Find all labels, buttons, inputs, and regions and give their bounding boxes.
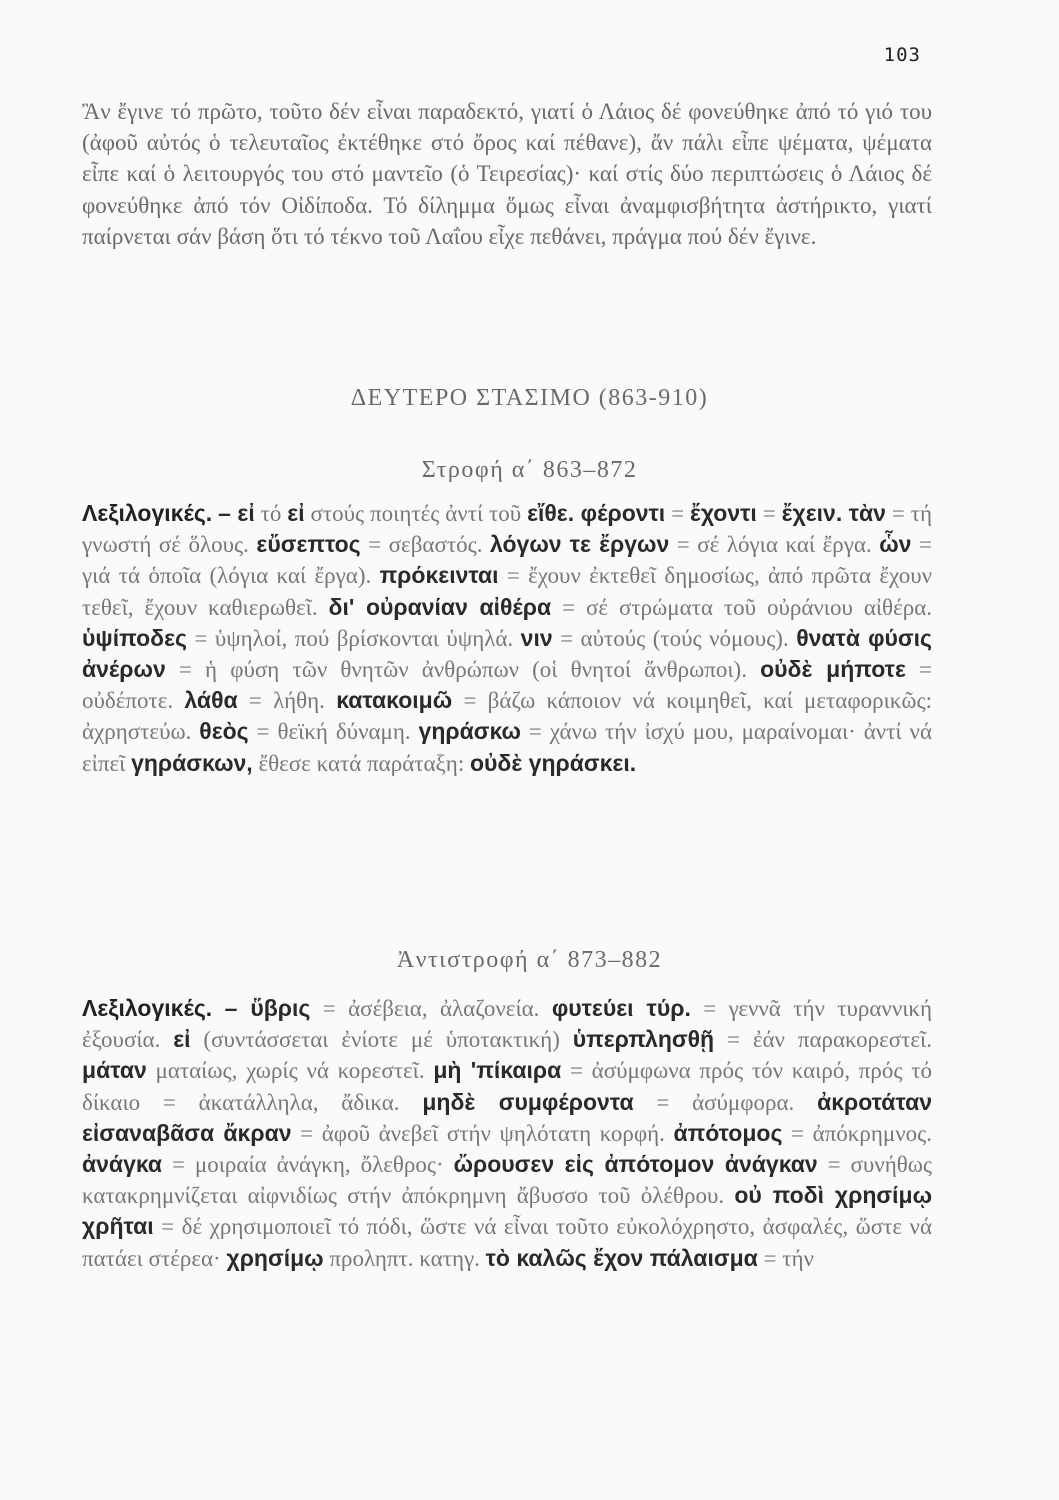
vocabulary-term: εἴθε. φέροντι bbox=[527, 500, 666, 526]
vocabulary-gloss: = ἐάν παρακορεστεῖ. bbox=[714, 1027, 932, 1053]
vocabulary-gloss: = σέ λόγια καί ἔργα. bbox=[669, 532, 880, 558]
vocabulary-label: Λεξιλογικές. bbox=[82, 995, 213, 1021]
vocabulary-term: τὸ καλῶς ἔχον πάλαισμα bbox=[485, 1244, 758, 1271]
vocabulary-gloss: = ἀσέβεια, ἀλαζονεία. bbox=[310, 996, 552, 1021]
vocabulary-gloss: = bbox=[665, 501, 690, 526]
vocabulary-gloss: = θεϊκή δύναμη. bbox=[248, 719, 419, 745]
vocabulary-term: εἰ bbox=[173, 1026, 191, 1053]
vocabulary-term: ὤρουσεν εἰς ἀπότομον ἀνάγκαν bbox=[453, 1151, 818, 1178]
vocabulary-term: νιν bbox=[520, 624, 553, 651]
vocabulary-gloss: = αὐτούς (τούς νόμους). bbox=[552, 625, 797, 651]
antistrophe-vocabulary-paragraph bbox=[82, 993, 932, 1274]
vocabulary-gloss: ματαίως, χωρίς νά κορεστεῖ. bbox=[146, 1058, 434, 1084]
vocabulary-term: – εἰ bbox=[218, 500, 255, 526]
vocabulary-gloss: = ἀσύμφωνα πρός τόν καιρό, πρός τό δίκαιο = ἀκατάλληλα, ἄδικα. bbox=[82, 1058, 932, 1115]
vocabulary-term: ἀνάγκα bbox=[82, 1151, 163, 1178]
vocabulary-gloss: τό bbox=[254, 501, 288, 526]
vocabulary-term: οὐδὲ μήποτε bbox=[760, 656, 906, 683]
section-heading: ΔΕΥΤΕΡΟ ΣΤΑΣΙΜΟ (863-910) bbox=[350, 385, 709, 411]
vocabulary-term: οὐδὲ γηράσκει. bbox=[469, 749, 637, 776]
vocabulary-term: πρόκεινται bbox=[379, 562, 499, 589]
vocabulary-gloss: = συνήθως κατακρημνίζεται αἰφνιδίως στήν ἀπόκρημνη ἄβυσσο τοῦ ὀλέθρου. bbox=[82, 1152, 932, 1209]
vocabulary-gloss: = γιά τά ὁποῖα (λόγια καί ἔργα). bbox=[82, 532, 932, 589]
page-number: 103 bbox=[883, 44, 921, 66]
vocabulary-term: οὐ ποδὶ χρησίμῳ χρῆται bbox=[82, 1182, 932, 1240]
vocabulary-term: ὧν bbox=[879, 531, 912, 558]
vocabulary-gloss: = τήν bbox=[757, 1245, 814, 1271]
vocabulary-gloss: = τή γνωστή σέ ὅλους. bbox=[82, 501, 932, 558]
vocabulary-term: ἔχοντι bbox=[689, 500, 757, 526]
vocabulary-term: λάθα bbox=[184, 687, 238, 714]
vocabulary-term: ὑψίποδες bbox=[82, 624, 187, 651]
vocabulary-term: μηδὲ συμφέροντα bbox=[422, 1088, 634, 1115]
vocabulary-term: μὴ 'πίκαιρα bbox=[433, 1057, 562, 1084]
strophe-heading: Στροφή α΄ 863–872 bbox=[421, 457, 638, 483]
vocabulary-term: εἰ bbox=[287, 500, 305, 526]
vocabulary-term: θεὸς bbox=[199, 718, 249, 745]
vocabulary-gloss: = βάζω κάποιον νά κοιμηθεῖ, καί μεταφορικῶς: ἀχρηστεύω. bbox=[82, 688, 932, 745]
vocabulary-gloss: = ἀπόκρημνος. bbox=[782, 1120, 932, 1146]
vocabulary-gloss: = χάνω τήν ἰσχύ μου, μαραίνομαι· ἀντί νά εἰπεῖ bbox=[82, 719, 932, 776]
vocabulary-gloss: = δέ χρησιμοποιεῖ τό πόδι, ὥστε νά εἶναι τοῦτο εὐκολόχρηστο, ἀσφαλές, ὥστε νά πατάει στέρεα· bbox=[82, 1214, 932, 1271]
vocabulary-term: χρησίμῳ bbox=[226, 1244, 324, 1271]
vocabulary-term: φυτεύει τύρ. bbox=[551, 995, 691, 1021]
vocabulary-gloss: στούς ποιητές ἀντί τοῦ bbox=[304, 501, 528, 526]
vocabulary-term: γηράσκων, bbox=[131, 749, 253, 776]
vocabulary-gloss: = οὐδέποτε. bbox=[82, 657, 932, 714]
strophe-vocabulary-paragraph bbox=[82, 498, 932, 779]
vocabulary-term: ἔχειν. τὰν bbox=[781, 500, 886, 526]
vocabulary-gloss: = bbox=[756, 501, 782, 526]
vocabulary-term: δι' οὐρανίαν αἰθέρα bbox=[328, 593, 552, 620]
vocabulary-term: εὔσεπτος bbox=[256, 531, 361, 558]
vocabulary-gloss: = μοιραία ἀνάγκη, ὄλεθρος· bbox=[162, 1152, 454, 1178]
intro-paragraph: Ἂν ἔγινε τό πρῶτο, τοῦτο δέν εἶναι παραδεκτό, γιατί ὁ Λάιος δέ φονεύθηκε ἀπό τό γιό του (ἀφοῦ αὐτός ὁ τελευταῖος ἐκτέθηκε στό ὄρος καί πέθανε), ἄν πάλι εἶπε ψέματα, ψέματα εἶπε καί ὁ λειτουργός του στό μαντεῖο (ὁ Τειρεσίας)· καί στίς δύο περιπτώσεις ὁ Λάιος δέ φονεύθηκε ἀπό τόν Οἰδίποδα. Τό δίλημμα ὅμως εἶναι ἀναμφισβήτητα ἀστήρικτο, γιατί παίρνεται σάν βάση ὅτι τό τέκνο τοῦ Λαΐου εἶχε πεθάνει, πράγμα πού δέν ἔγινε. bbox=[82, 99, 932, 249]
vocabulary-term: μάταν bbox=[82, 1057, 147, 1084]
vocabulary-term: ὑπερπλησθῇ bbox=[572, 1026, 715, 1053]
vocabulary-gloss: = ἀσύμφορα. bbox=[633, 1089, 818, 1115]
vocabulary-label: Λεξιλογικές. bbox=[82, 500, 213, 526]
vocabulary-term: ἀκροτάταν εἰσαναβᾶσα ἄκραν bbox=[82, 1088, 932, 1146]
vocabulary-term: λόγων τε ἔργων bbox=[490, 531, 670, 558]
vocabulary-gloss: ἔθεσε κατά παράταξη: bbox=[252, 750, 470, 776]
vocabulary-gloss: = σεβαστός. bbox=[360, 532, 490, 558]
vocabulary-gloss: = σέ στρώματα τοῦ οὐράνιου αἰθέρα. bbox=[551, 594, 933, 620]
vocabulary-gloss: = γεννᾶ τήν τυραννική ἐξουσία. bbox=[82, 996, 933, 1053]
vocabulary-gloss: προληπτ. κατηγ. bbox=[323, 1245, 486, 1271]
vocabulary-gloss: = λήθη. bbox=[237, 688, 337, 714]
vocabulary-gloss: = ἔχουν ἐκτεθεῖ δημοσίως, ἀπό πρῶτα ἔχουν τεθεῖ, ἔχουν καθιερωθεῖ. bbox=[82, 563, 932, 620]
vocabulary-gloss: = ὑψηλοί, πού βρίσκονται ὑψηλά. bbox=[186, 625, 521, 651]
vocabulary-term: ἀπότομος bbox=[673, 1119, 783, 1146]
vocabulary-term: θνατὰ φύσις ἀνέρων bbox=[82, 624, 932, 683]
antistrophe-heading: Ἀντιστροφή α΄ 873–882 bbox=[396, 947, 663, 973]
vocabulary-gloss: = ἡ φύση τῶν θνητῶν ἀνθρώπων (οἱ θνητοί ἄνθρωποι). bbox=[165, 657, 761, 683]
vocabulary-term: κατακοιμῶ bbox=[336, 687, 453, 714]
vocabulary-gloss: (συντάσσεται ἐνίοτε μέ ὑποτακτική) bbox=[190, 1027, 573, 1053]
vocabulary-term: – ὕβρις bbox=[224, 995, 311, 1021]
vocabulary-term: γηράσκω bbox=[418, 718, 521, 745]
vocabulary-gloss: = ἀφοῦ ἀνεβεῖ στήν ψηλότατη κορφή. bbox=[291, 1120, 674, 1146]
